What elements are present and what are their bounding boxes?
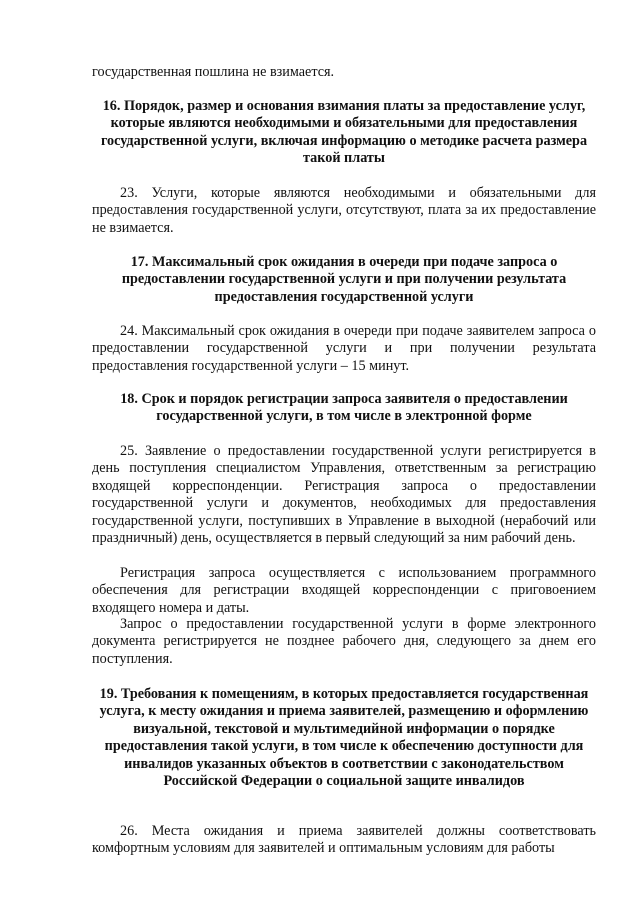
section-19-heading: 19. Требования к помещениям, в которых предоставляется государственная услуга, к месту ожидания и приема заявителей, размещению и оформлению визуальной, текстовой и мультимедийной информации о порядке предоставления такой услуги, в том числе к обеспечению доступности для инвалидов указанных объектов в соответствии с законодательством Российской Федерации о социальной защите инвалидов [99, 686, 589, 790]
section-17-paragraph-1: 24. Максимальный срок ожидания в очереди при подаче заявителем запроса о предоставлении государственной услуги и при получении результата предоставления государственной услуги – 15 минут. [92, 323, 596, 374]
section-17-heading: 17. Максимальный срок ожидания в очереди при подаче запроса о предоставлении государственной услуги и при получении результата предоставления государственной услуги [121, 254, 567, 305]
section-18-paragraph-3: Запрос о предоставлении государственной услуги в форме электронного документа регистрируется не позднее рабочего дня, следующего за днем его поступления. [92, 616, 596, 667]
section-18-paragraph-1: 25. Заявление о предоставлении государственной услуги регистрируется в день поступления специалистом Управления, ответственным за регистрацию входящей корреспонденции. Регистрация запроса о предоставлении государственной услуги и документов, необходимых для предоставления государственной услуги, поступивших в Управление в выходной (нерабочий или праздничный) день, осуществляется в первый следующий за ним рабочий день. [92, 443, 596, 547]
section-18-heading: 18. Срок и порядок регистрации запроса заявителя о предоставлении государственной услуги, в том числе в электронной форме [120, 391, 568, 425]
section-18-paragraph-2: Регистрация запроса осуществляется с использованием программного обеспечения для регистрации входящей корреспонденции с приговоением входящего номера и даты. [92, 565, 596, 616]
section-16-paragraph-1: 23. Услуги, которые являются необходимыми и обязательными для предоставления государственной услуги, отсутствуют, плата за их предоставление не взимается. [92, 185, 596, 236]
intro-tail-text: государственная пошлина не взимается. [92, 64, 335, 80]
section-16-heading: 16. Порядок, размер и основания взимания платы за предоставление услуг, которые являются необходимыми и обязательными для предоставления государственной услуги, включая информацию о методике расчета размера такой платы [100, 98, 588, 167]
section-19-paragraph-1: 26. Места ожидания и приема заявителей должны соответствовать комфортным условиям для заявителей и оптимальным условиям для работы [92, 823, 596, 857]
